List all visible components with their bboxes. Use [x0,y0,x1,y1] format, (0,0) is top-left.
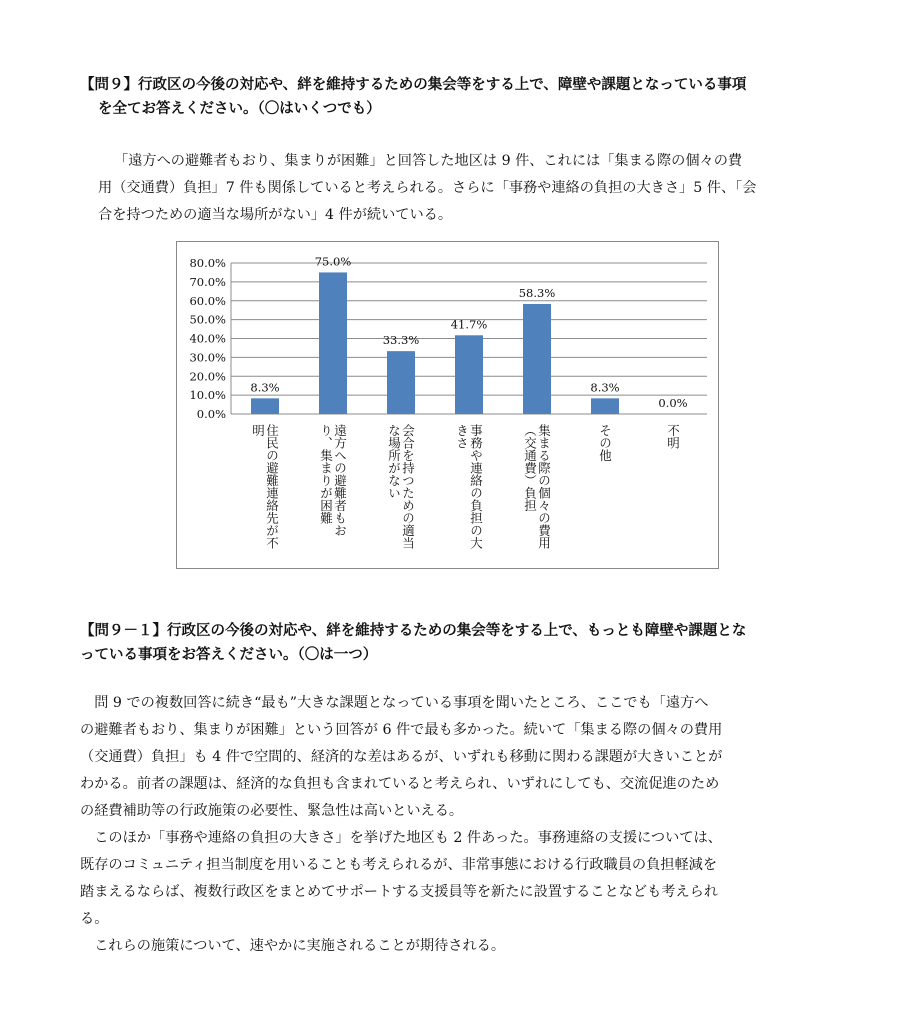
y-tick-label: 10.0% [189,388,226,403]
bar [319,272,347,414]
y-tick-label: 30.0% [189,350,226,365]
y-tick-label: 20.0% [189,369,226,384]
q9-1-para-line: の避難者もおり、集まりが困難」という回答が 6 件で最も多かった。続いて「集まる際の個々の費用 [80,722,723,738]
q9-1-para-line: 既存のコミュニティ担当制度を用いることも考えられるが、非常事態における行政職員の負担軽減を [80,857,718,873]
bar [251,398,279,414]
q9-heading-line2: を全てお答えください。（〇はいくつでも） [98,101,381,117]
y-tick-label: 80.0% [189,256,226,270]
category-label: 集まる際の個々の費用 [536,424,552,549]
q9-1-para-line: の経費補助等の行政施策の必要性、緊急性は高いといえる。 [80,803,464,819]
q9-para-line: 用（交通費）負担」7 件も関係していると考えられる。さらに「事務や連絡の負担の大きさ」5 件、「会 [98,180,757,196]
q9-1-heading-line2: っている事項をお答えください。（〇は一つ） [80,647,378,663]
y-tick-label: 70.0% [189,274,226,289]
q9-1-para-line: 踏まえるならば、複数行政区をまとめてサポートする支援員等を新たに設置することなども考えられ [80,884,719,900]
bar-value-label: 75.0% [314,254,352,269]
q9-1-para-line: わかる。前者の課題は、経済的な負担も含まれていると考えられ、いずれにしても、交流促進のため [80,776,720,792]
category-label: 遠方への避難者もお [332,424,348,537]
bar [591,398,619,414]
category-label: り、集まりが困難 [318,424,334,524]
y-tick-label: 0.0% [196,407,226,421]
category-label: 会合を持つための適当 [400,424,416,549]
category-label: その他 [597,424,613,462]
q9-heading-line1: 【問９】行政区の今後の対応や、絆を維持するための集会等をする上で、障壁や課題となっている事項 [80,77,747,93]
bar [523,304,551,414]
category-label: な場所がない [386,424,402,499]
q9-1-para-line: このほか「事務や連絡の負担の大きさ」を挙げた地区も 2 件あった。事務連絡の支援については、 [80,830,722,846]
category-label: （交通費）負担 [522,424,538,512]
q9-heading [80,73,840,121]
q9-1-para-line: 問 9 での複数回答に続き“最も”大きな課題となっている事項を聞いたところ、ここでも「遠方へ [80,695,709,711]
q9-1-para-line: る。 [80,911,109,927]
q9-paragraph [98,148,838,229]
q9-1-heading-line1: 【問９－１】行政区の今後の対応や、絆を維持するための集会等をする上で、もっとも障壁や課題とな [80,623,747,639]
bar-value-label: 58.3% [518,285,556,300]
q9-1-heading [80,619,840,667]
q9-1-paragraph-2 [80,825,825,933]
category-label: 明 [250,424,266,437]
q9-1-paragraph-1 [80,690,825,825]
q9-1-para-line: これらの施策について、速やかに実施されることが期待される。 [80,938,506,954]
q9-para-line: 合を持つための適当な場所がない」4 件が続いている。 [98,207,453,223]
category-label: 不明 [665,424,681,449]
q9-bar-chart [176,241,719,569]
bar-value-label: 8.3% [250,380,280,395]
bar-value-label: 33.3% [382,333,420,348]
category-label: きさ [454,424,470,449]
category-label: 事務や連絡の負担の大 [468,424,484,549]
q9-1-paragraph-3 [80,933,825,960]
y-tick-label: 50.0% [189,312,226,327]
y-tick-label: 60.0% [189,293,226,308]
bar-value-label: 8.3% [590,380,620,395]
bar [387,351,415,414]
bar-value-label: 0.0% [658,396,688,410]
bar [455,335,483,414]
bar-chart-svg [177,242,718,568]
bar-value-label: 41.7% [450,317,488,332]
q9-para-line: 「遠方への避難者もおり、集まりが困難」と回答した地区は 9 件、これには「集まる際の個々の費 [114,153,743,169]
category-label: 住民の避難連絡先が不 [264,424,280,549]
q9-1-para-line: （交通費）負担」も 4 件で空間的、経済的な差はあるが、いずれも移動に関わる課題が大きいことが [80,749,723,765]
y-tick-label: 40.0% [189,331,226,346]
